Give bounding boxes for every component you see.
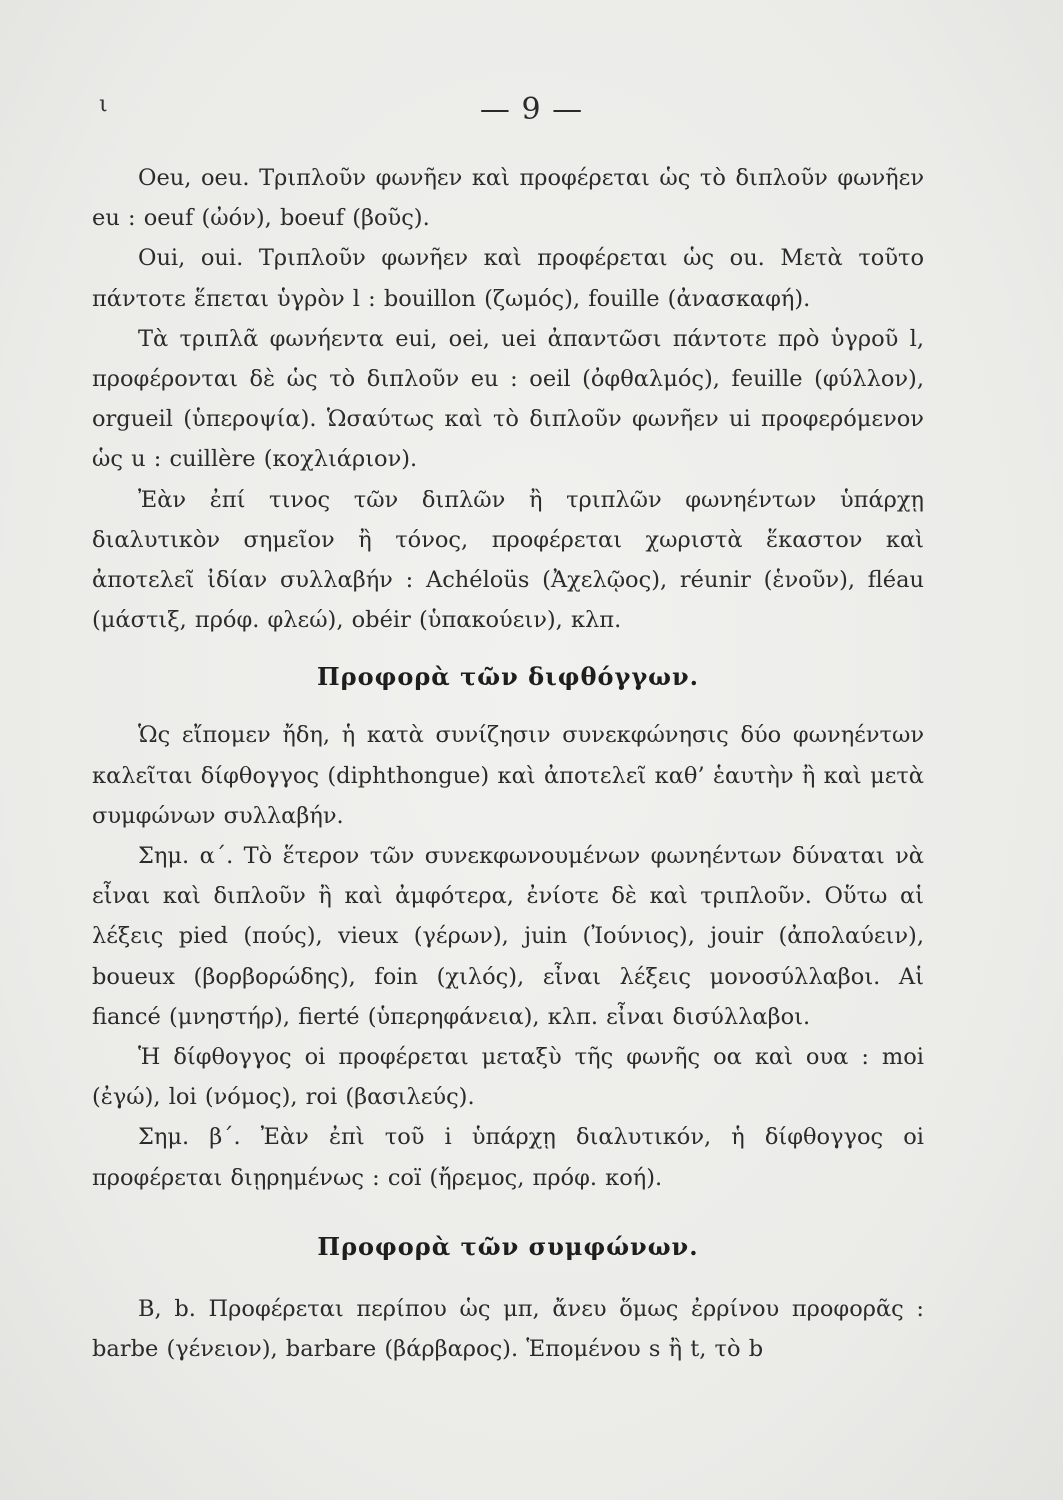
paragraph-oui: Oui, oui. Τριπλοῦν φωνῆεν καὶ προφέρεται ὡς ou. Μετὰ τοῦτο πάντοτε ἕπεται ὑγρὸν l : bouillon (ζωμός), fouille (ἀνασκαφή).: [92, 245, 924, 312]
paragraph-note-beta: Σημ. β΄. Ἐὰν ἐπὶ τοῦ i ὑπάρχῃ διαλυτικόν, ἡ δίφθογγος oi προφέρεται διῃρημένως : coï (ἤρεμος, πρόφ. κοή).: [92, 1124, 924, 1191]
paragraph-oeu: Oeu, oeu. Τριπλοῦν φωνῆεν καὶ προφέρεται ὡς τὸ διπλοῦν φωνῆεν eu : oeuf (ὠόν), boeuf (βοῦς).: [92, 165, 924, 232]
paragraph-note-alpha: Σημ. α΄. Τὸ ἕτερον τῶν συνεκφωνουμένων φωνηέντων δύναται νὰ εἶναι καὶ διπλοῦν ἢ καὶ ἀμφότερα, ἐνίοτε δὲ καὶ τριπλοῦν. Οὕτω αἱ λέξεις pied (πούς), vieux (γέρων), juin (Ἰούνιος), jouir (ἀπολαύειν), boueux (βορβορώδης), foin (χιλός), εἶναι λέξεις μονοσύλλαβοι. Αἱ fiancé (μνηστήρ), fierté (ὑπερηφάνεια), κλπ. εἶναι δισύλλαβοι.: [92, 843, 924, 1030]
paragraph-diphthong-definition: Ὡς εἴπομεν ἤδη, ἡ κατὰ συνίζησιν συνεκφώνησις δύο φωνηέντων καλεῖται δίφθογγος (diphthongue) καὶ ἀποτελεῖ καθ’ ἑαυτὴν ἢ καὶ μετὰ συμφώνων συλλαβήν.: [92, 722, 924, 829]
page-number: — 9 —: [479, 92, 584, 127]
section-heading-diphthongs: Προφορὰ τῶν διφθόγγων.: [316, 662, 700, 692]
margin-mark: ι: [99, 92, 108, 117]
page-text-block: [92, 158, 924, 1369]
paragraph-b: B, b. Προφέρεται περίπου ὡς μπ, ἄνευ ὅμως ἐρρίνου προφορᾶς : barbe (γένειον), barbare (βάρβαρος). Ἑπομένου s ἢ t, τὸ b: [92, 1295, 924, 1363]
paragraph-diaeresis: Ἐὰν ἐπί τινος τῶν διπλῶν ἢ τριπλῶν φωνηέντων ὑπάρχῃ διαλυτικὸν σημεῖον ἢ τόνος, προφέρεται χωριστὰ ἕκαστον καὶ ἀποτελεῖ ἰδίαν συλλαβήν : Achéloüs (Ἀχελῷος), réunir (ἑνοῦν), fléau (μάστιξ, πρόφ. φλεώ), obéir (ὑπακούειν), κλπ.: [92, 486, 924, 634]
paragraph-oi: Ἡ δίφθογγος oi προφέρεται μεταξὺ τῆς φωνῆς οα καὶ ουα : moi (ἐγώ), loi (νόμος), roi (βασιλεύς).: [92, 1044, 924, 1111]
paragraph-triple-vowels: Τὰ τριπλᾶ φωνήεντα eui, oei, uei ἀπαντῶσι πάντοτε πρὸ ὑγροῦ l, προφέρονται δὲ ὡς τὸ διπλοῦν eu : oeil (ὀφθαλμός), feuille (φύλλον), orgueil (ὑπεροψία). Ὡσαύτως καὶ τὸ διπλοῦν φωνῆεν ui προφερόμενον ὡς u : cuillère (κοχλιάριον).: [92, 325, 924, 473]
section-heading-consonants: Προφορὰ τῶν συμφώνων.: [317, 1231, 699, 1261]
